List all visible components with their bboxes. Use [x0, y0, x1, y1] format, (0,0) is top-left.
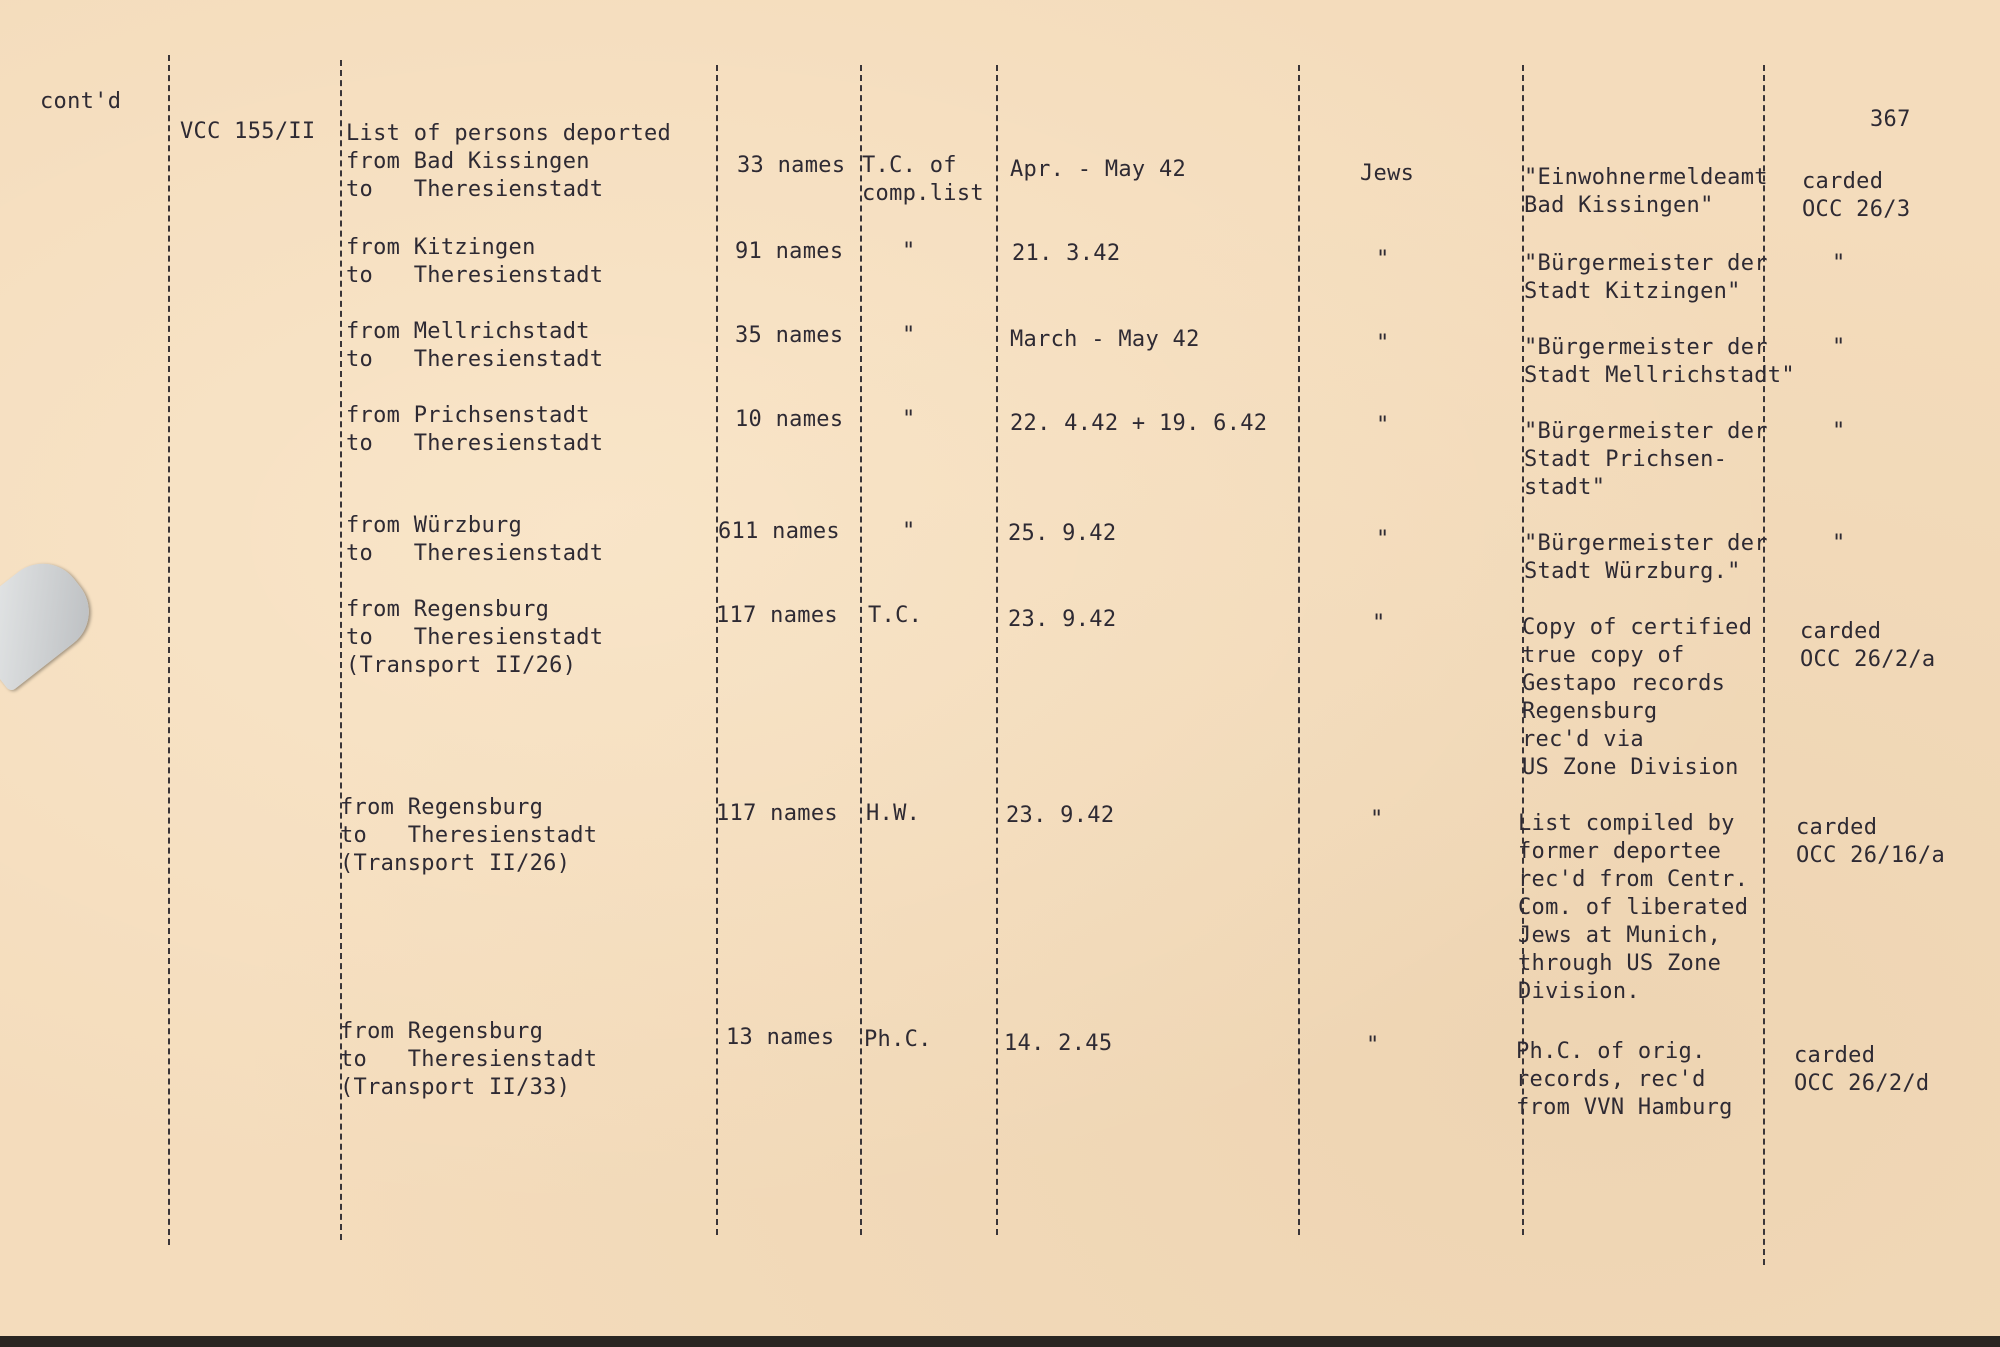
row-category: " [1376, 247, 1390, 272]
row-category: " [1372, 611, 1386, 636]
row-record-type: " [902, 519, 916, 544]
row-record-type: Ph.C. [864, 1027, 932, 1052]
row-date: 25. 9.42 [1008, 521, 1117, 546]
contd-label: cont'd [40, 89, 122, 114]
row-names-count: 91 names [735, 239, 844, 264]
row-date: Apr. - May 42 [1010, 157, 1187, 182]
row-status: " [1832, 335, 1846, 360]
row-category: " [1376, 413, 1390, 438]
row-names-count: 117 names [716, 603, 838, 628]
row-category: " [1376, 331, 1390, 356]
row-status: carded OCC 26/2/a [1800, 619, 1936, 672]
row-description: from Regensburg to Theresienstadt (Transport II/33) [340, 1019, 598, 1100]
row-record-type: T.C. of comp.list [862, 153, 984, 206]
row-status: carded OCC 26/2/d [1794, 1043, 1930, 1096]
column-rule [1298, 65, 1300, 1235]
row-names-count: 13 names [726, 1025, 835, 1050]
row-date: 23. 9.42 [1008, 607, 1117, 632]
row-category: " [1366, 1033, 1380, 1058]
row-source: "Einwohnermeldeamt Bad Kissingen" [1524, 165, 1768, 218]
card-divider-tab [0, 548, 105, 693]
reference-code: VCC 155/II [180, 119, 316, 144]
row-record-type: " [902, 239, 916, 264]
column-rule [716, 65, 718, 1235]
row-source: List compiled by former deportee rec'd from Centr. Com. of liberated Jews at Munich, through US Zone Division. [1518, 811, 1749, 1004]
row-source: "Bürgermeister der Stadt Prichsen- stadt" [1524, 419, 1768, 500]
row-date: 14. 2.45 [1004, 1031, 1113, 1056]
row-names-count: 33 names [737, 153, 846, 178]
row-names-count: 117 names [716, 801, 838, 826]
row-description: List of persons deported from Bad Kissingen to Theresienstadt [346, 121, 672, 202]
row-category: Jews [1360, 161, 1415, 186]
row-record-type: " [902, 407, 916, 432]
row-status: " [1832, 531, 1846, 556]
row-description: from Prichsenstadt to Theresienstadt [346, 403, 604, 456]
row-source: "Bürgermeister der Stadt Mellrichstadt" [1524, 335, 1795, 388]
row-status: " [1832, 419, 1846, 444]
row-date: 21. 3.42 [1012, 241, 1121, 266]
column-rule [996, 65, 998, 1235]
row-description: from Mellrichstadt to Theresienstadt [346, 319, 604, 372]
row-date: March - May 42 [1010, 327, 1200, 352]
page-number: 367 [1870, 107, 1911, 132]
row-date: 23. 9.42 [1006, 803, 1115, 828]
row-category: " [1370, 807, 1384, 832]
row-record-type: H.W. [866, 801, 921, 826]
row-status: carded OCC 26/3 [1802, 169, 1911, 222]
row-names-count: 35 names [735, 323, 844, 348]
row-status: carded OCC 26/16/a [1796, 815, 1945, 868]
row-names-count: 611 names [718, 519, 840, 544]
row-status: " [1832, 251, 1846, 276]
row-record-type: " [902, 323, 916, 348]
column-rule [168, 55, 170, 1245]
row-source: "Bürgermeister der Stadt Würzburg." [1524, 531, 1768, 584]
row-description: from Regensburg to Theresienstadt (Transport II/26) [346, 597, 604, 678]
column-rule [860, 65, 862, 1235]
row-names-count: 10 names [735, 407, 844, 432]
row-category: " [1376, 527, 1390, 552]
row-date: 22. 4.42 + 19. 6.42 [1010, 411, 1268, 436]
row-description: from Kitzingen to Theresienstadt [346, 235, 604, 288]
row-description: from Würzburg to Theresienstadt [346, 513, 604, 566]
row-source: Ph.C. of orig. records, rec'd from VVN Hamburg [1516, 1039, 1733, 1120]
row-source: Copy of certified true copy of Gestapo records Regensburg rec'd via US Zone Division [1522, 615, 1753, 780]
row-description: from Regensburg to Theresienstadt (Transport II/26) [340, 795, 598, 876]
row-record-type: T.C. [868, 603, 923, 628]
row-source: "Bürgermeister der Stadt Kitzingen" [1524, 251, 1768, 304]
column-rule [1763, 65, 1765, 1265]
